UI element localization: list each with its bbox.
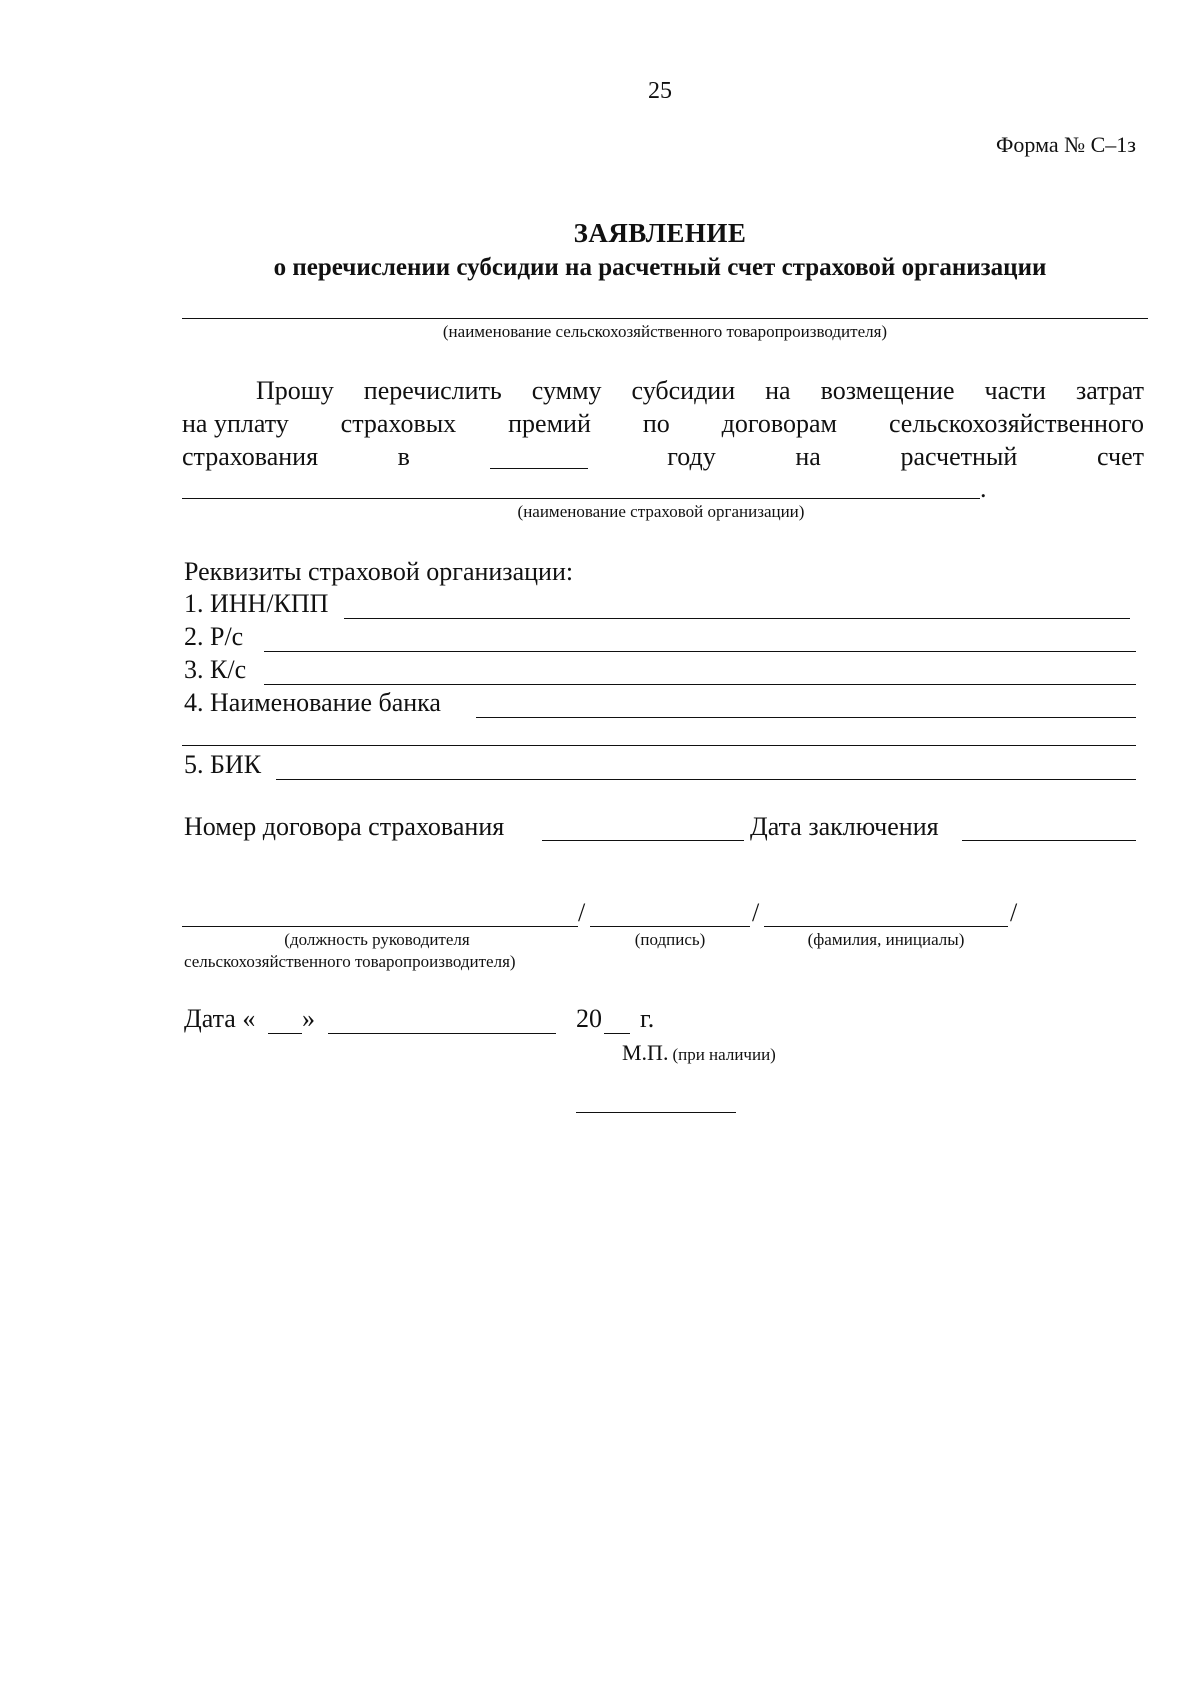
request-word: счет (1096, 442, 1144, 471)
year-prefix: 20 (576, 1004, 602, 1033)
bik-field[interactable] (276, 779, 1136, 780)
date-close-quote: » (302, 1004, 315, 1033)
form-number: Форма № С–1з (996, 132, 1136, 157)
year-suffix-field[interactable] (604, 1033, 630, 1034)
insurer-name-field[interactable] (182, 498, 980, 499)
slash-separator: / (578, 898, 586, 927)
corr-account-label: 3. К/с (184, 655, 247, 684)
position-caption-line-1: (должность руководителя (284, 930, 470, 949)
year-field[interactable] (490, 442, 588, 469)
bik-label: 5. БИК (184, 750, 262, 779)
request-word: в (397, 442, 410, 471)
request-word: премий (508, 409, 591, 438)
request-word: по (642, 409, 670, 438)
contract-date-field[interactable] (962, 840, 1136, 841)
sentence-end: . (980, 474, 987, 503)
day-field[interactable] (268, 1033, 302, 1034)
contract-date-label: Дата заключения (750, 812, 939, 841)
request-word: страховых (340, 409, 457, 438)
requisites-heading: Реквизиты страховой организации: (184, 557, 574, 586)
request-word: сельскохозяйственного (888, 409, 1144, 438)
full-name-field[interactable] (764, 926, 1008, 927)
contract-number-label: Номер договора страхования (184, 812, 505, 841)
signature-caption: (подпись) (634, 930, 706, 949)
request-line-3 (182, 442, 1144, 472)
account-label: 2. Р/с (184, 622, 244, 651)
position-caption-line-2: сельскохозяйственного товаропроизводителя) (184, 952, 516, 971)
signature-field[interactable] (590, 926, 750, 927)
stamp-area (622, 1040, 776, 1066)
inn-kpp-field[interactable] (344, 618, 1130, 619)
account-field[interactable] (264, 651, 1136, 652)
full-name-caption: (фамилия, инициалы) (807, 930, 965, 949)
request-word: расчетный (900, 442, 1018, 471)
date-label: Дата « (184, 1004, 256, 1033)
insurer-name-caption: (наименование страховой организации) (517, 502, 805, 521)
footer-rule (576, 1112, 736, 1113)
inn-kpp-label: 1. ИНН/КПП (184, 589, 329, 618)
stamp-note: (при наличии) (672, 1045, 776, 1064)
request-word: на уплату (182, 409, 289, 438)
bank-name-label: 4. Наименование банка (184, 688, 441, 717)
bank-name-field-continued[interactable] (182, 745, 1136, 746)
year-suffix: г. (640, 1004, 655, 1033)
position-field[interactable] (182, 926, 578, 927)
contract-number-field[interactable] (542, 840, 744, 841)
document-subtitle: о перечислении субсидии на расчетный счет страховой организации (273, 254, 1047, 281)
slash-separator: / (752, 898, 760, 927)
corr-account-field[interactable] (264, 684, 1136, 685)
request-line-1: Прошу перечислить сумму субсидии на возмещение части затрат (256, 376, 1144, 405)
request-word: на (795, 442, 821, 471)
stamp-label: М.П. (622, 1040, 669, 1065)
request-line-2 (182, 409, 1144, 439)
bank-name-field[interactable] (476, 717, 1136, 718)
request-word: году (667, 442, 716, 471)
applicant-name-caption: (наименование сельскохозяйственного товаропроизводителя) (442, 322, 888, 341)
month-field[interactable] (328, 1033, 556, 1034)
page-number: 25 (648, 78, 672, 104)
applicant-name-field[interactable] (182, 318, 1148, 319)
request-word: договорам (721, 409, 838, 438)
request-word: страхования (182, 442, 319, 471)
document-title: ЗАЯВЛЕНИЕ (573, 218, 747, 248)
slash-separator: / (1010, 898, 1018, 927)
